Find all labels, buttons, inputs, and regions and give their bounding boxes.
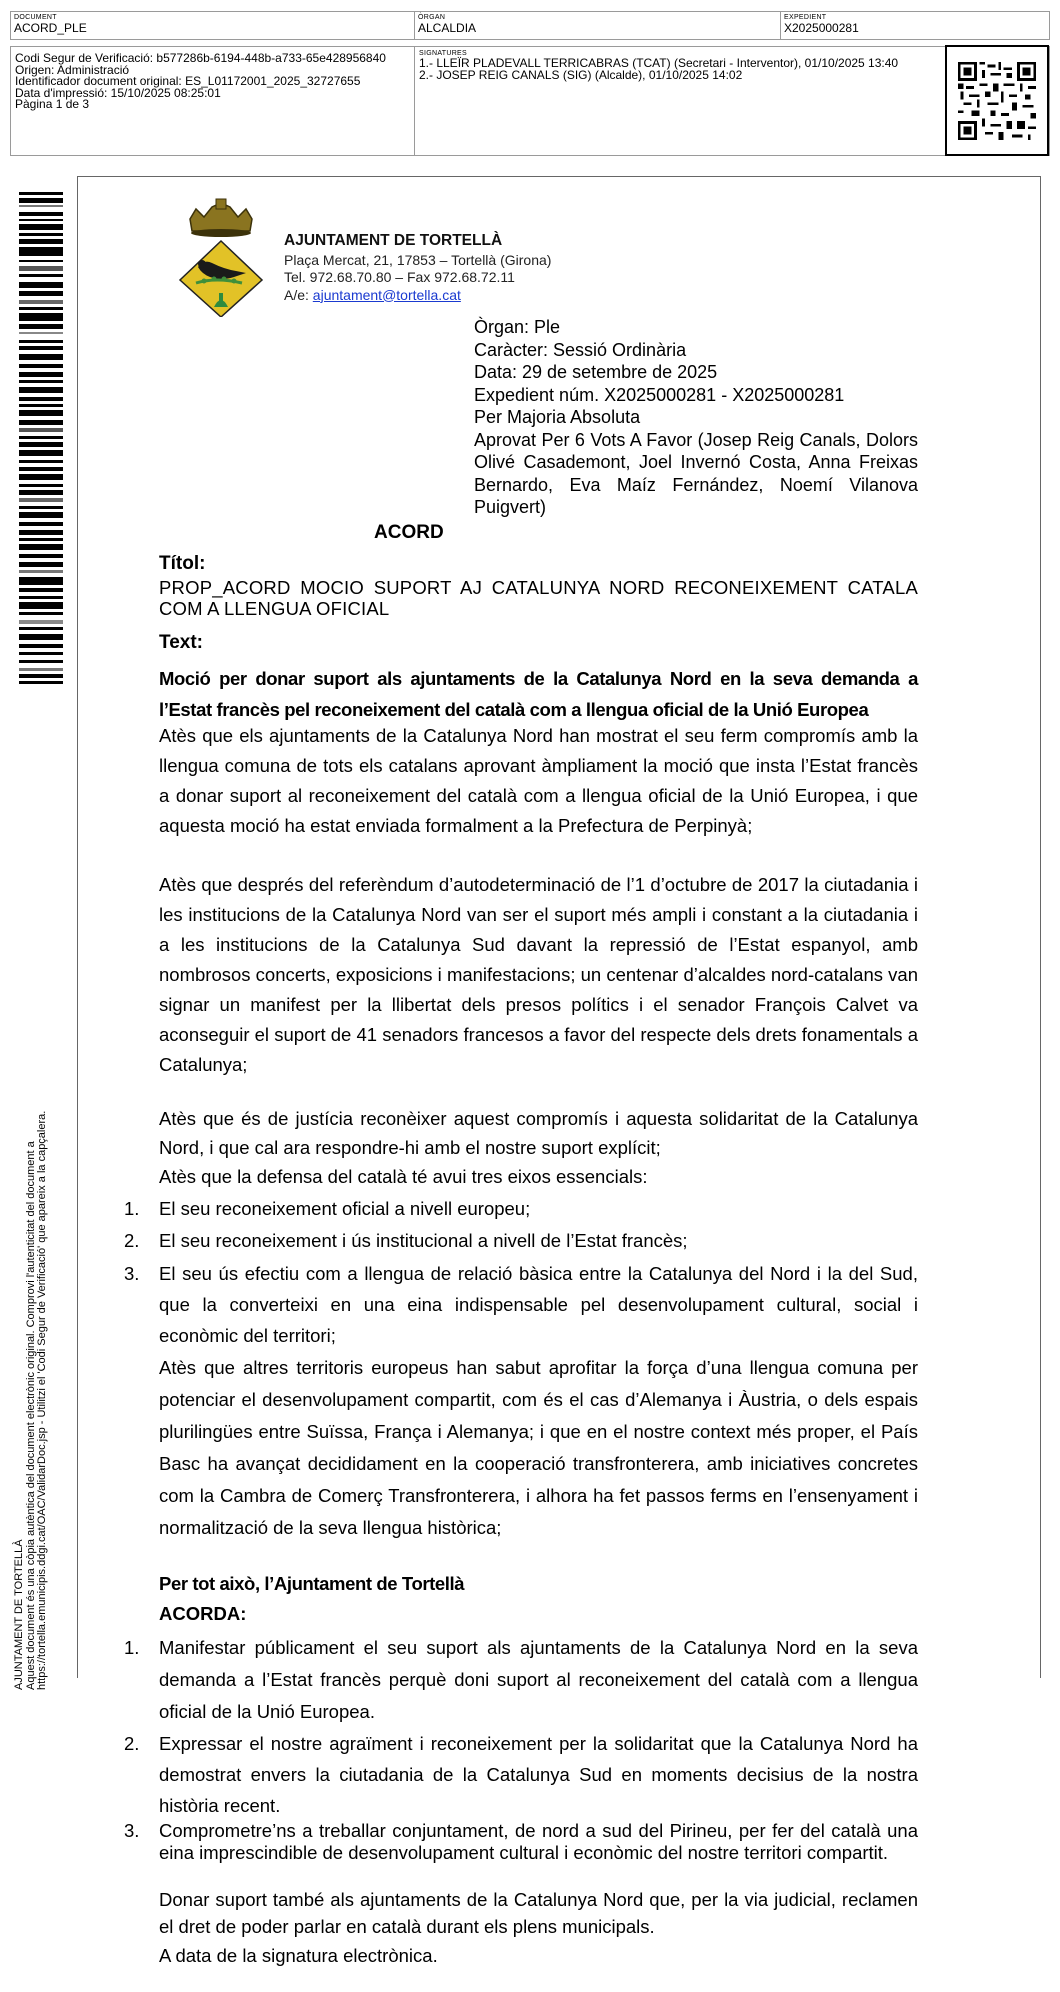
meta-vots: Aprovat Per 6 Vots A Favor (Josep Reig Canals, Dolors Olivé Casademont, Joel Invernó Costa, Anna Freixas Bernardo, Eva Maíz Fernández, Noemí Vilanova Puigvert) (474, 429, 918, 517)
document-cell (11, 12, 415, 39)
mocio-title: Moció per donar suport als ajuntaments de la Catalunya Nord en la seva demanda a l’Estat francès pel reconeixement del català com a llengua oficial de la Unió Europea (159, 668, 918, 720)
acord-2-text: Expressar el nostre agraïment i reconeixement per la solidaritat que la Catalunya Nord ha demostrat envers la ciutadania de la Catalunya Sud en moments decisius de la nostra història recent. (159, 1733, 918, 1816)
coat-of-arms-icon (176, 197, 266, 317)
eix-3-text: El seu ús efectiu com a llengua de relació bàsica entre la Catalunya del Nord i la del Sud, que la converteixi en una eina indispensable pel desenvolupament cultural, social i econòmic del territori; (159, 1263, 918, 1346)
municipality-name: AJUNTAMENT DE TORTELLÀ (284, 232, 503, 249)
document-label: DOCUMENT (14, 14, 57, 21)
signature-1: 1.- LLEÏR PLADEVALL TERRICABRAS (TCAT) (Secretari - Interventor), 01/10/2025 13:40 (419, 56, 899, 70)
acorda-heading: ACORDA: (159, 1603, 247, 1624)
letterhead (284, 232, 551, 304)
eix-3-number: 3. (124, 1263, 140, 1284)
paragraph-3: Atès que és de justícia reconèixer aquest compromís i aquesta solidaritat de la Catalunya Nord, i que cal ara respondre-hi amb el nostre suport explícit; (159, 1108, 918, 1158)
side-validation-url[interactable]: https://tortella.emunicipis.ddgi.cat/OAC/ValidarDoc.jsp - Utilitzi el 'Codi Segur de Verificació' que apareix a la capçalera. (36, 1110, 48, 1690)
acord-1-number: 1. (124, 1637, 140, 1658)
paragraph-5: Atès que altres territoris europeus han sabut aprofitar la força d’una llengua comuna per potenciar el desenvolupament compartit, com és el cas d’Alemanya i Àustria, o dels espais plurilingües entre Suïssa, França i Alemanya; i que en el nostre context més proper, el País Basc ha avançat decididament en la cooperació transfronterera, amb iniciatives concretes com la Cambra de Comerç Transfronterera, i alhora ha fet passos ferms en l’ensenyament i normalització de la seva llengua històrica; (159, 1357, 918, 1538)
titol-value: PROP_ACORD MOCIO SUPORT AJ CATALUNYA NORD RECONEIXEMENT CATALA COM A LLENGUA OFICIAL (159, 577, 918, 619)
csv-origin: Origen: Administració (15, 62, 130, 77)
side-authenticity-note (14, 1000, 49, 1690)
titol-label: Títol: (159, 553, 206, 574)
email-prefix: A/e: (284, 286, 313, 303)
acord-3-number: 3. (124, 1820, 140, 1841)
municipality-phone: Tel. 972.68.70.80 – Fax 972.68.72.11 (284, 269, 515, 285)
organ-value: ALCALDIA (418, 21, 477, 35)
csv-code: Codi Segur de Verificació: b577286b-6194-448b-a733-65e428956840 (15, 51, 386, 65)
paragraph-2: Atès que després del referèndum d’autodeterminació de l’1 d’octubre de 2017 la ciutadania i les institucions de la Catalunya Nord van ser el suport més ampli i constant a la ciutadania i a les institucions de la Catalunya Sud davant la repressió de l’Estat espanyol, amb nombrosos concerts, exposicions i manifestacions; un centenar d’alcaldes nord-catalans van signar un manifest per la llibertat dels presos polítics i el senador François Calvet va aconseguir el suport de 41 senadors francesos a favor del respecte dels drets fonamentals a Catalunya; (159, 874, 918, 1075)
closing-line: A data de la signatura electrònica. (159, 1945, 438, 1966)
eix-1-text: El seu reconeixement oficial a nivell europeu; (159, 1198, 531, 1219)
qr-code-icon (945, 45, 1049, 156)
barcode-icon (19, 192, 63, 684)
expedient-value: X2025000281 (784, 21, 859, 35)
acord-3-text: Comprometre’ns a treballar conjuntament, de nord a sud del Pirineu, per fer del català una eina imprescindible de desenvolupament cultural i econòmic del nostre territori compartit. (159, 1820, 918, 1863)
csv-print-date: Data d'impressió: 15/10/2025 08:25:01 (15, 85, 221, 100)
meta-majoria: Per Majoria Absoluta (474, 407, 641, 427)
eix-1-number: 1. (124, 1198, 140, 1219)
meta-organ: Òrgan: Ple (474, 317, 561, 337)
verification-bar (10, 46, 1050, 156)
csv-info (11, 47, 415, 155)
organ-cell (415, 12, 781, 39)
municipality-email-line (284, 287, 551, 305)
document-value: ACORD_PLE (14, 21, 87, 35)
session-meta (474, 316, 918, 519)
donar-suport-paragraph: Donar suport també als ajuntaments de la Catalunya Nord que, per la via judicial, reclamen el dret de poder parlar en català durant els plens municipals. (159, 1889, 918, 1937)
municipality-address: Plaça Mercat, 21, 17853 – Tortellà (Girona) (284, 251, 552, 268)
acord-1-text: Manifestar públicament el seu suport als ajuntaments de la Catalunya Nord en la seva demanda a l’Estat francès perquè doni suport al reconeixement del català com a llengua oficial de la Unió Europea. (159, 1637, 918, 1722)
meta-expedient: Expedient núm. X2025000281 - X2025000281 (474, 384, 845, 405)
email-link[interactable]: ajuntament@tortella.cat (312, 286, 461, 303)
signature-2: 2.- JOSEP REIG CANALS (SIG) (Alcalde), 01/10/2025 14:02 (419, 67, 743, 82)
per-tot-aixo: Per tot això, l’Ajuntament de Tortellà (159, 1573, 465, 1594)
acord-heading: ACORD (374, 522, 444, 543)
acord-2-number: 2. (124, 1733, 140, 1754)
side-authenticity-text: Aquest document és una còpia autèntica del document electrònic original. Comprovi l'autenticitat del document a (24, 1141, 37, 1690)
signatures-cell (415, 47, 1049, 155)
organ-label: ÒRGAN (418, 14, 446, 21)
eix-2-text: El seu reconeixement i ús institucional a nivell de l’Estat francès; (159, 1230, 688, 1251)
expedient-cell (781, 12, 1049, 39)
expedient-label: EXPEDIENT (784, 14, 827, 21)
side-municipality: AJUNTAMENT DE TORTELLÀ (13, 1539, 25, 1690)
text-label: Text: (159, 632, 203, 653)
header-info-bar (10, 11, 1050, 40)
csv-page-number: Pàgina 1 de 3 (15, 97, 90, 111)
csv-original-id: Identificador document original: ES_L01172001_2025_32727655 (15, 74, 361, 88)
signatures-label: SIGNATURES (419, 50, 467, 57)
paragraph-1: Atès que els ajuntaments de la Catalunya Nord han mostrat el seu ferm compromís amb la llengua comuna de tots els catalans aprovant àmpliament la moció que insta l’Estat francès a donar suport al reconeixement del català com a llengua oficial de la Unió Europea, i que aquesta moció ha estat enviada formalment a la Prefectura de Perpinyà; (159, 725, 918, 836)
paragraph-4: Atès que la defensa del català té avui tres eixos essencials: (159, 1166, 648, 1187)
meta-caracter: Caràcter: Sessió Ordinària (474, 339, 687, 360)
meta-date: Data: 29 de setembre de 2025 (474, 362, 718, 382)
eix-2-number: 2. (124, 1230, 140, 1251)
